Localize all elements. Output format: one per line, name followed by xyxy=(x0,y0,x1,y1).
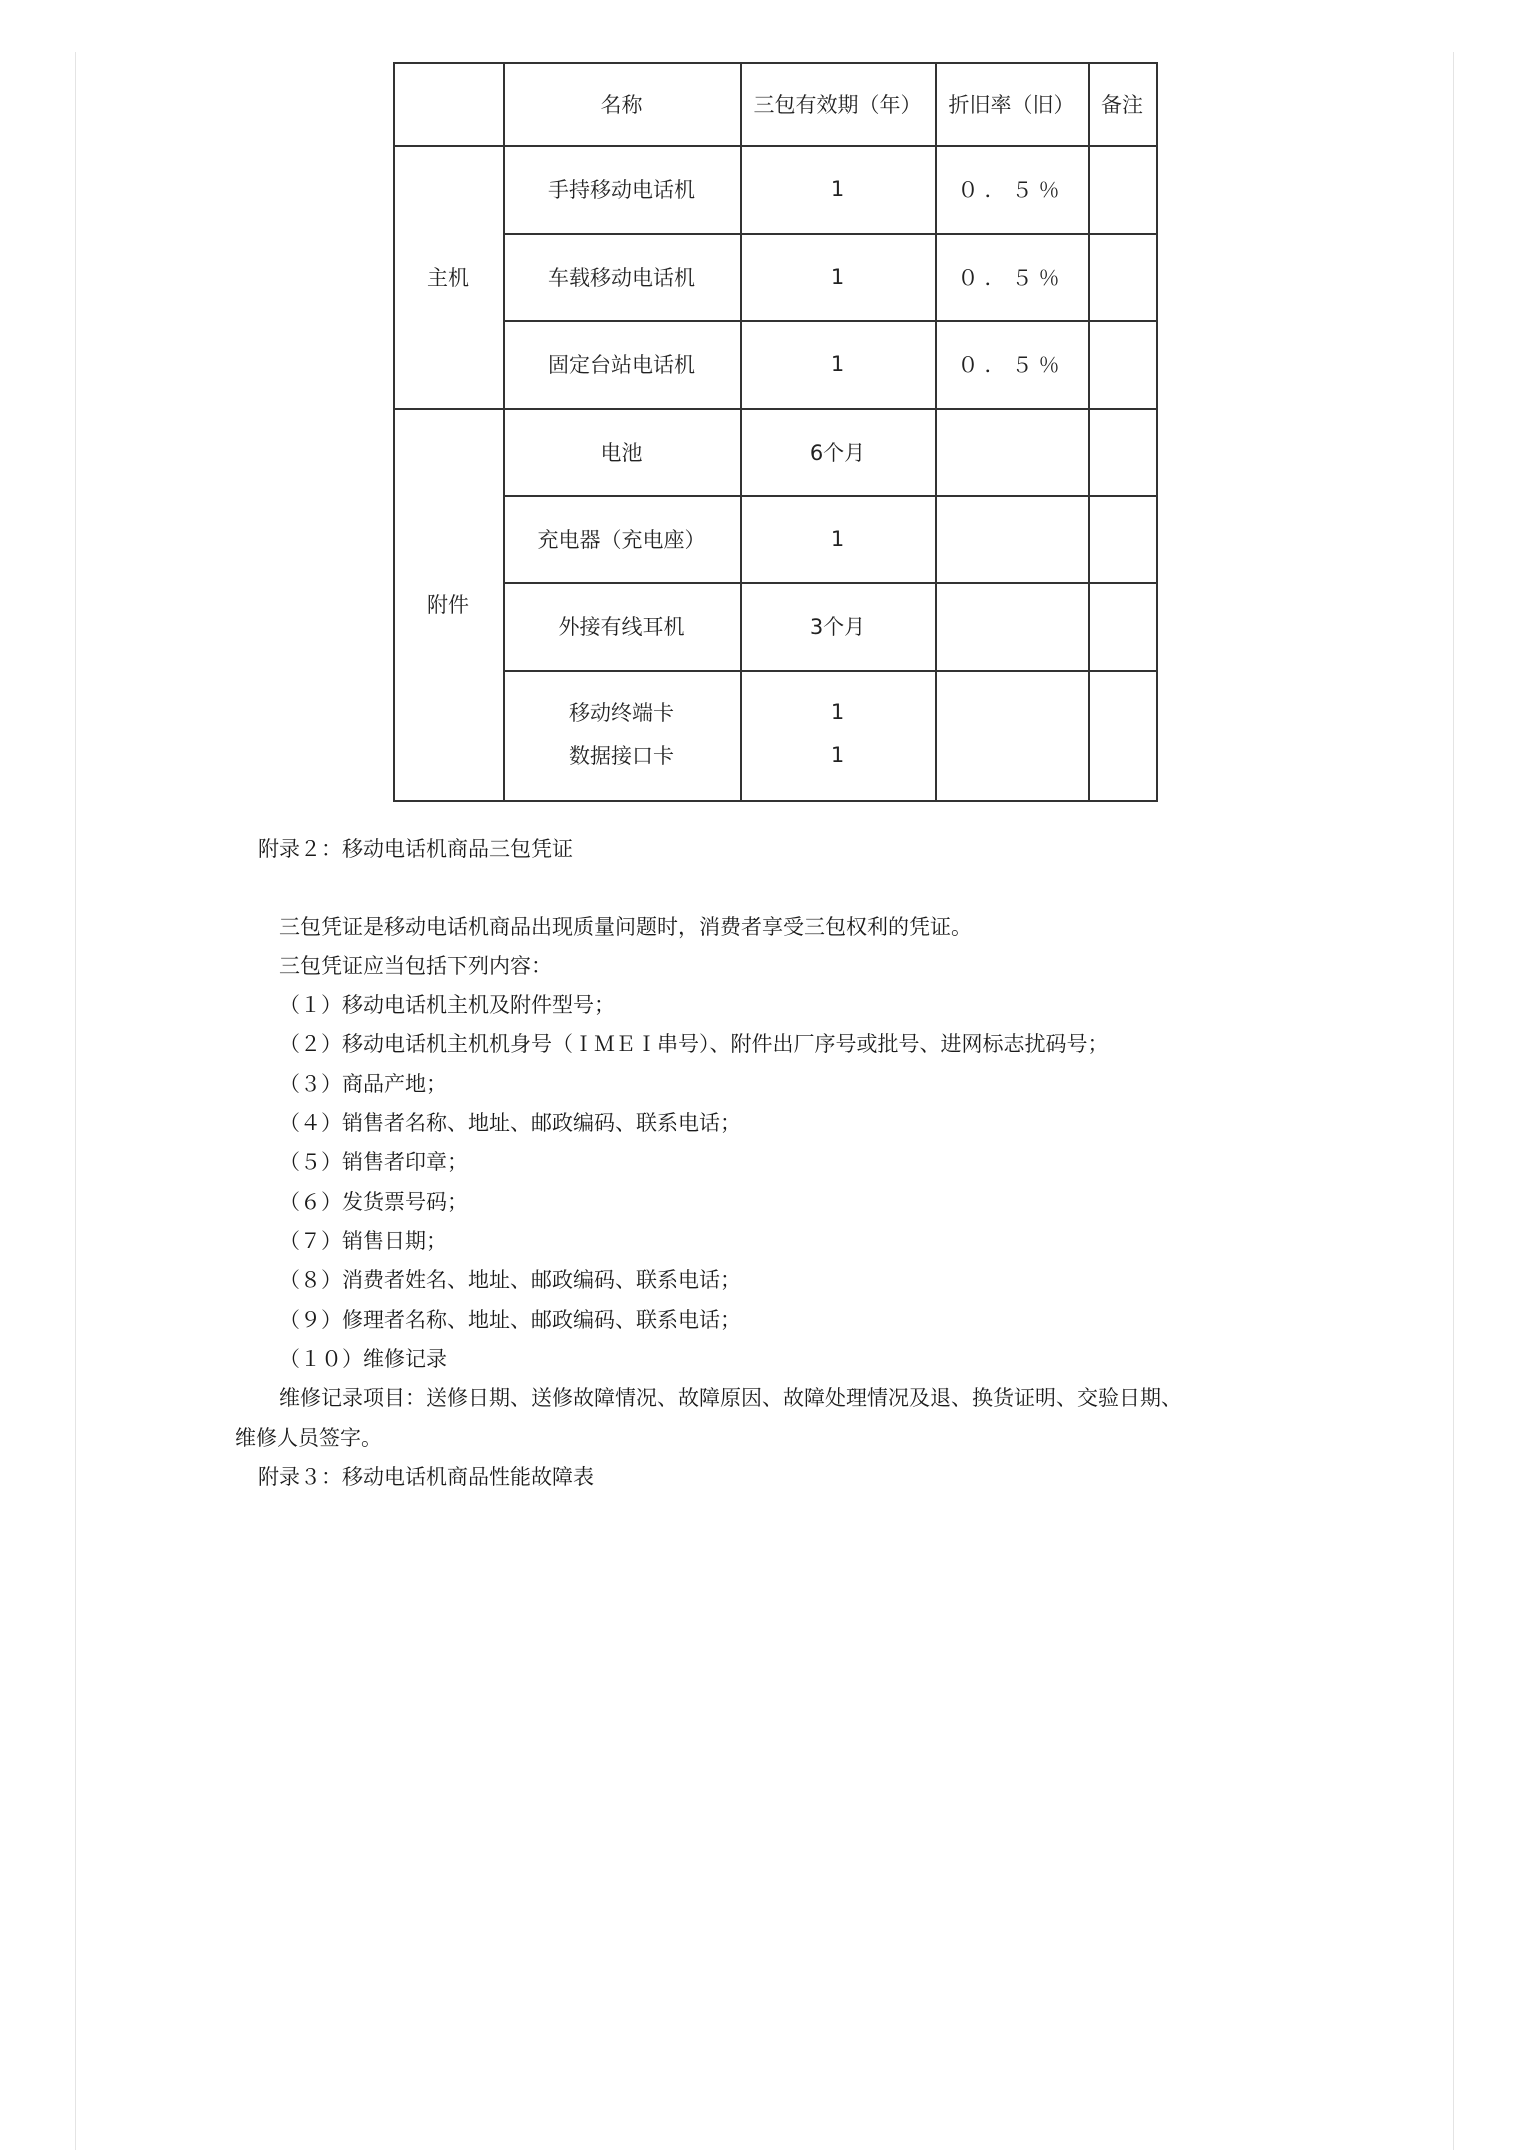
list-item: （１）移动电话机主机及附件型号； xyxy=(279,993,615,1017)
row-name: 车载移动电话机 xyxy=(548,265,695,290)
list-item: （２）移动电话机主机机身号（ＩＭＥＩ串号）、附件出厂序号或批号、进网标志扰码号； xyxy=(279,1032,1109,1056)
row-name: 电池 xyxy=(600,440,643,465)
repair-record-line: 维修记录项目：送修日期、送修故障情况、故障原因、故障处理情况及退、换货证明、交验日期、 xyxy=(279,1386,1182,1410)
header-warranty: 三包有效期（年） xyxy=(753,92,922,117)
header-name: 名称 xyxy=(600,92,643,117)
row-warranty: 3个月 xyxy=(809,615,866,639)
appendix2-title: 附录２：移动电话机商品三包凭证 xyxy=(258,837,573,861)
warranty-table xyxy=(393,62,1158,802)
list-item: （３）商品产地； xyxy=(279,1072,447,1096)
row-name: 外接有线耳机 xyxy=(558,615,685,639)
header-depreciation: 折旧率（旧） xyxy=(948,92,1075,117)
list-item: （４）销售者名称、地址、邮政编码、联系电话； xyxy=(279,1111,741,1135)
row-rate: ０．５％ xyxy=(957,353,1066,377)
list-item: （９）修理者名称、地址、邮政编码、联系电话； xyxy=(279,1308,741,1332)
header-remark: 备注 xyxy=(1101,92,1143,117)
row-warranty: 1 xyxy=(830,352,845,376)
list-item: （１０）维修记录 xyxy=(279,1347,447,1371)
row-name: 固定台站电话机 xyxy=(548,353,695,377)
list-item: （５）销售者印章； xyxy=(279,1150,468,1174)
list-item: （８）消费者姓名、地址、邮政编码、联系电话； xyxy=(279,1268,741,1292)
row-name: 移动终端卡 xyxy=(569,701,674,725)
page-right-border xyxy=(1453,52,1454,2150)
group-host: 主机 xyxy=(427,265,469,290)
row-name: 充电器（充电座） xyxy=(537,527,706,552)
repair-record-line: 维修人员签字。 xyxy=(235,1426,382,1450)
row-rate: ０．５％ xyxy=(957,178,1066,202)
table-right-border xyxy=(1156,62,1158,802)
row-name: 手持移动电话机 xyxy=(548,178,695,202)
row-warranty: 1 xyxy=(830,177,845,201)
row-warranty: 6个月 xyxy=(809,440,866,465)
list-item: （７）销售日期； xyxy=(279,1229,447,1253)
paragraph: 三包凭证是移动电话机商品出现质量问题时，消费者享受三包权利的凭证。 xyxy=(279,915,972,939)
row-rate: ０．５％ xyxy=(957,265,1066,290)
page-left-border xyxy=(75,52,76,2150)
table-bottom-border xyxy=(393,800,1158,802)
group-accessory: 附件 xyxy=(427,593,469,617)
row-warranty: 1 xyxy=(830,700,845,724)
list-item: （６）发货票号码； xyxy=(279,1190,468,1214)
row-divider xyxy=(503,670,1158,672)
col-divider xyxy=(1088,62,1090,802)
paragraph: 三包凭证应当包括下列内容： xyxy=(279,954,552,978)
row-name: 数据接口卡 xyxy=(569,744,674,768)
row-warranty: 1 xyxy=(830,526,845,551)
row-warranty: 1 xyxy=(830,264,845,289)
row-warranty: 1 xyxy=(830,743,845,767)
appendix3-title: 附录３：移动电话机商品性能故障表 xyxy=(258,1465,594,1489)
